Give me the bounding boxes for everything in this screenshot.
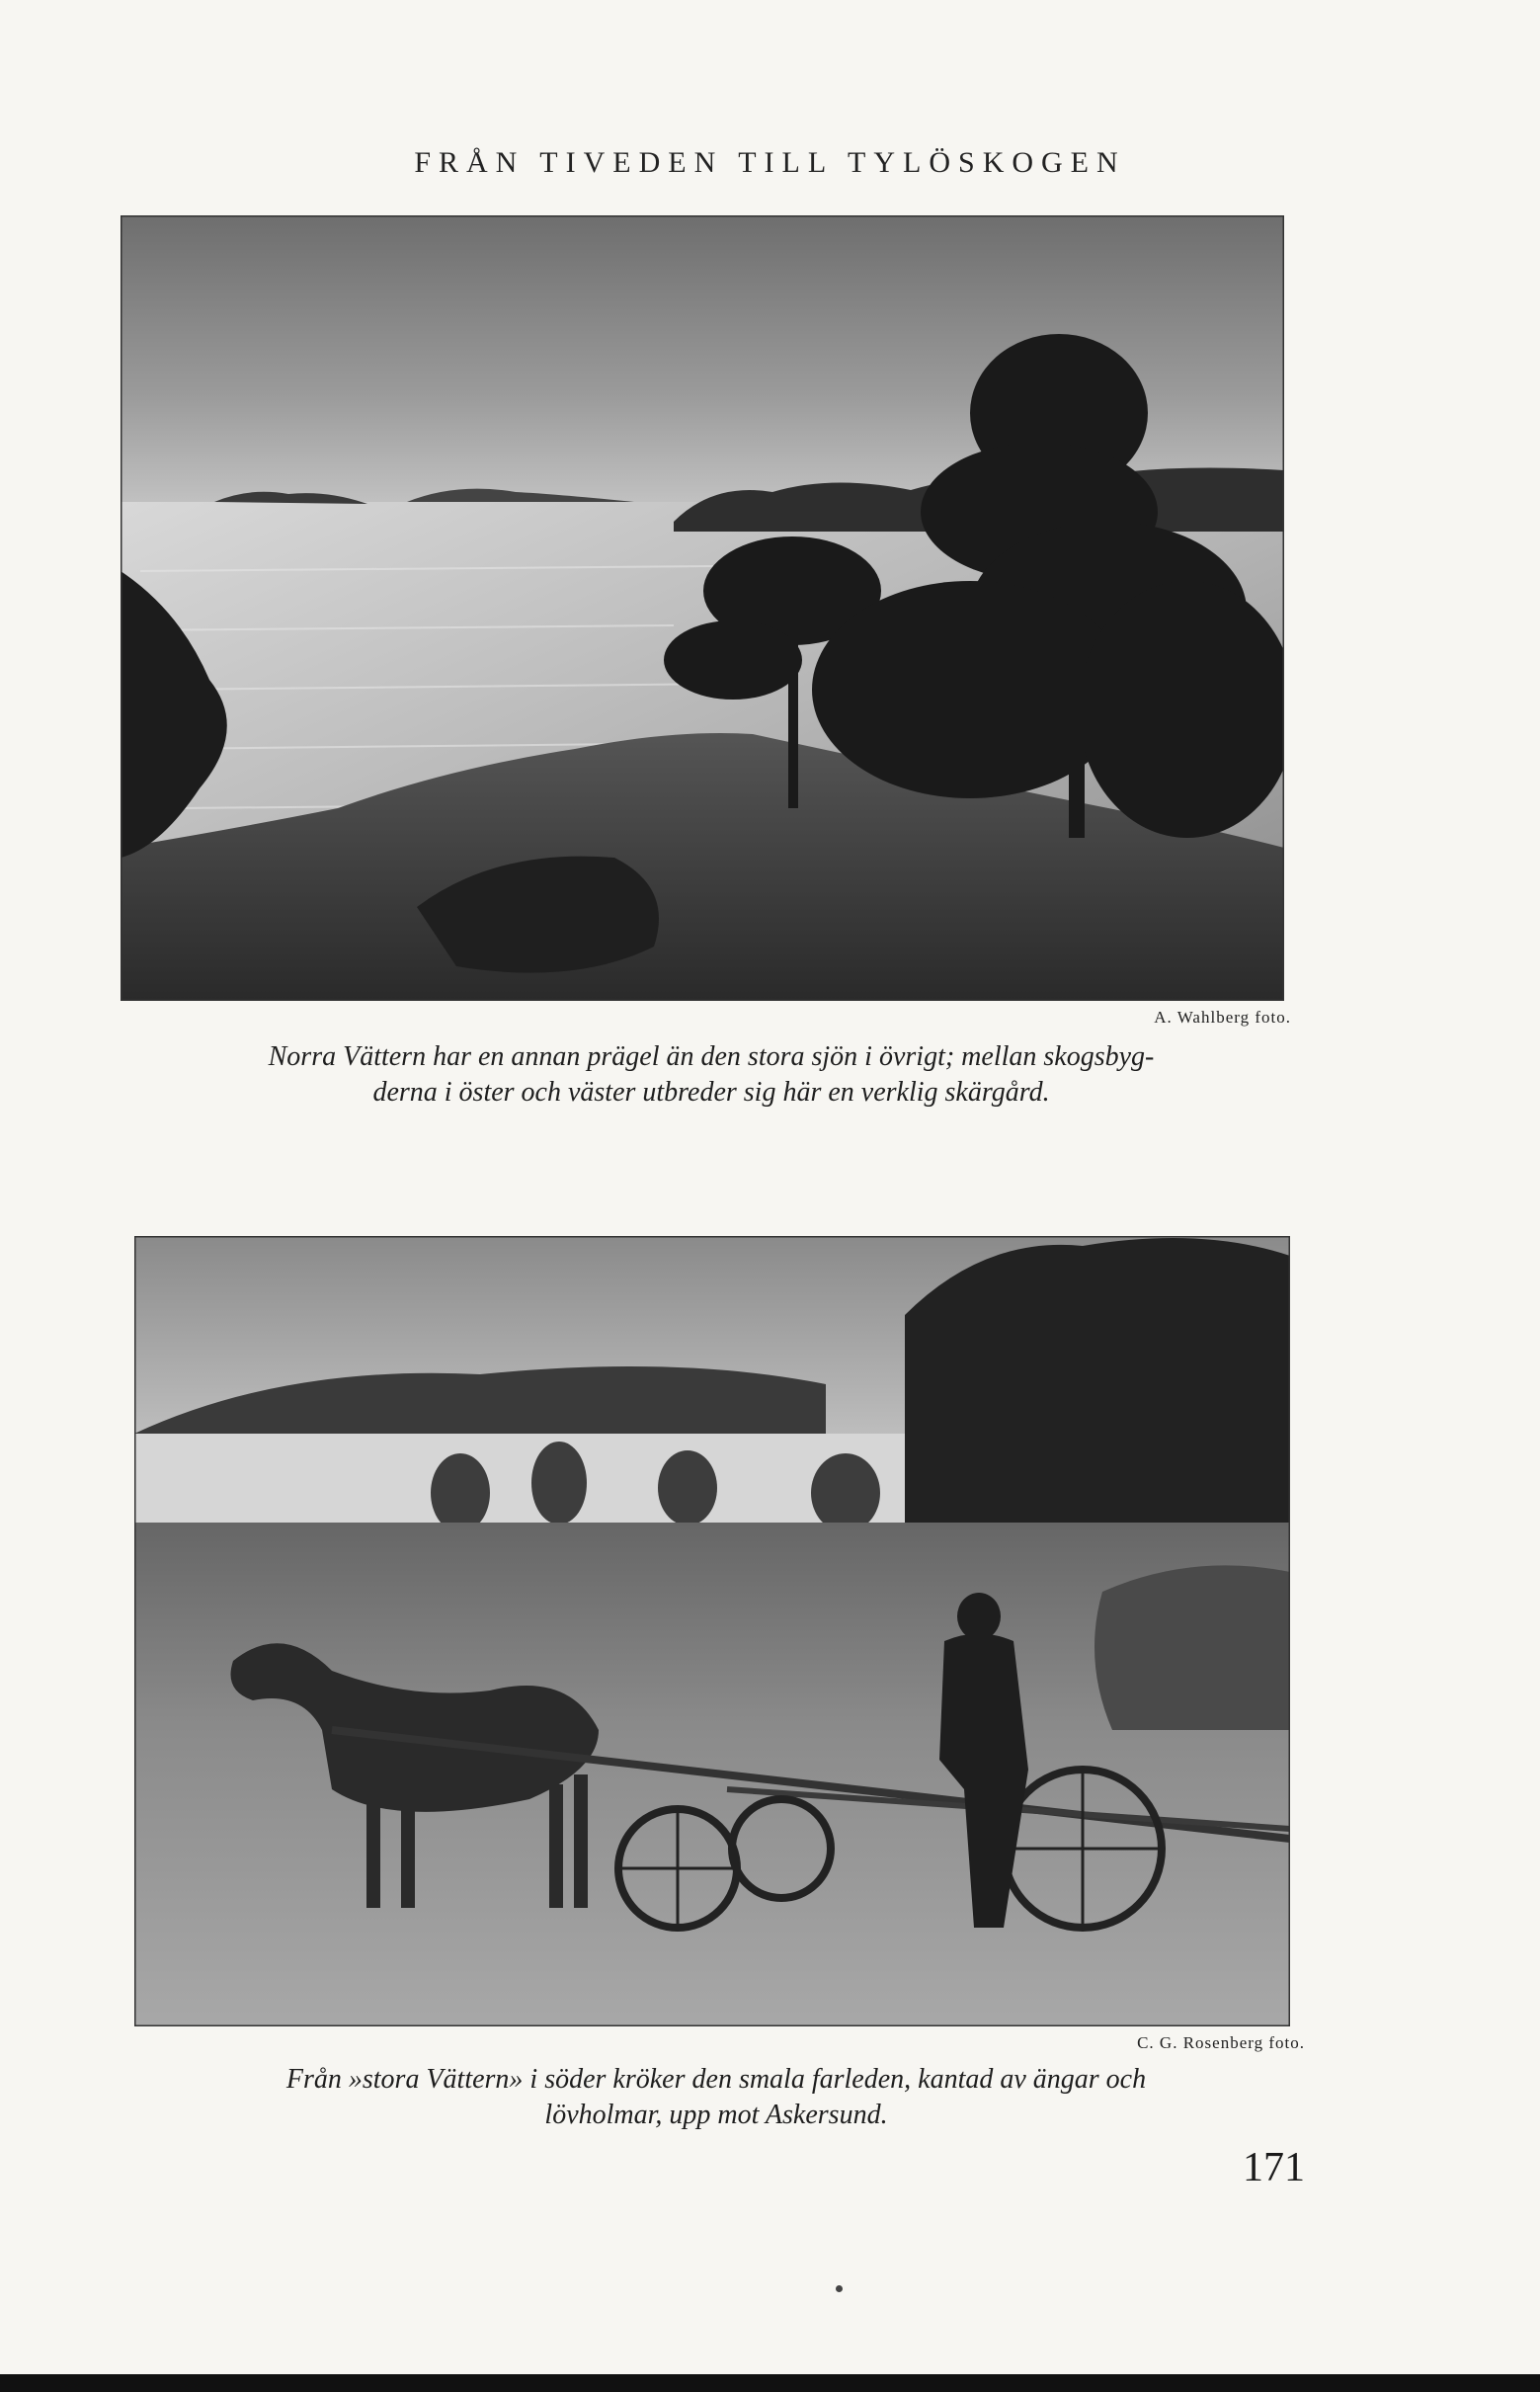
photo-credit: A. Wahlberg foto. — [1154, 1008, 1291, 1027]
photo-lake-archipelago-image — [121, 215, 1284, 1001]
figure-caption — [128, 1039, 1294, 1111]
page-number: 171 — [1243, 2145, 1305, 2190]
caption-line: lövholmar, upp mot Askersund. — [544, 2100, 888, 2130]
ink-dot — [836, 2285, 843, 2292]
caption-line: Från »stora Vättern» i söder kröker den smala farleden, kantad av ängar och — [285, 2064, 1147, 2095]
caption-line: Norra Vättern har en annan prägel än den stora sjön i övrigt; mellan skogsbyg- — [268, 1041, 1155, 1072]
caption-line: derna i öster och väster utbreder sig här en verklig skärgård. — [372, 1077, 1050, 1108]
figure-caption — [138, 2062, 1294, 2133]
running-head: FRÅN TIVEDEN TILL TYLÖSKOGEN — [414, 146, 1126, 179]
scan-edge — [0, 2374, 1540, 2392]
photo-lake-archipelago — [121, 215, 1284, 1001]
photo-horse-and-cart-image — [134, 1236, 1290, 2026]
photo-horse-and-cart — [134, 1236, 1290, 2026]
photo-credit: C. G. Rosenberg foto. — [1137, 2033, 1305, 2052]
